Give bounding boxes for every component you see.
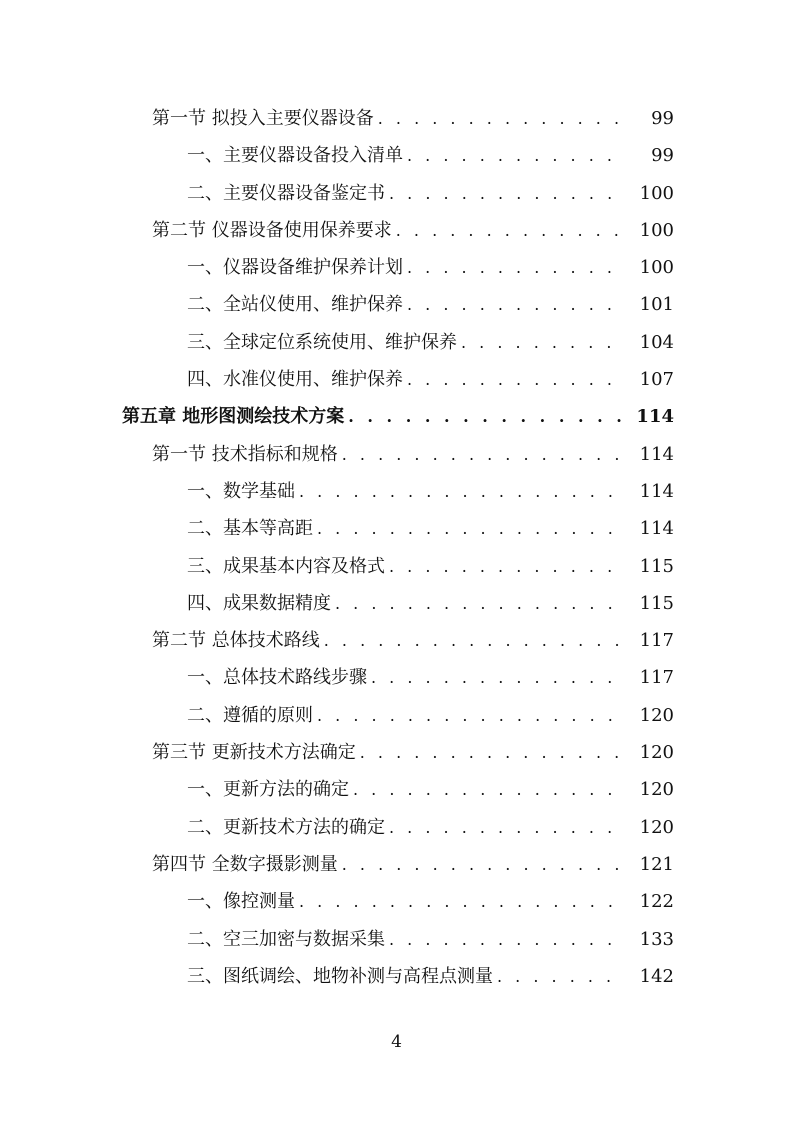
toc-entry-title: 一、主要仪器设备投入清单 [187, 145, 403, 167]
toc-dot-leader [317, 510, 624, 547]
toc-entry-page: 114 [639, 443, 674, 465]
toc-dot-leader [407, 361, 624, 398]
toc-entry-page: 100 [639, 219, 674, 241]
toc-entry[interactable] [0, 361, 793, 398]
toc-entry[interactable] [0, 846, 793, 883]
toc-entry-page: 115 [639, 592, 674, 614]
toc-dot-leader [371, 659, 624, 696]
toc-dot-leader [299, 883, 624, 920]
toc-entry-page: 101 [639, 294, 674, 316]
toc-chapter-entry[interactable] [0, 398, 793, 435]
toc-entry-page: 99 [651, 108, 674, 129]
toc-dot-leader [407, 137, 624, 174]
page-number: 4 [391, 1032, 402, 1052]
toc-entry[interactable] [0, 548, 793, 585]
toc-entry-page: 114 [639, 518, 674, 540]
toc-entry[interactable] [0, 324, 793, 361]
toc-entry[interactable] [0, 883, 793, 920]
toc-entry[interactable] [0, 659, 793, 696]
toc-entry-page: 142 [639, 965, 674, 987]
toc-entry-title: 第一节 拟投入主要仪器设备 [152, 108, 374, 129]
toc-entry-title: 第二节 总体技术路线 [152, 630, 320, 652]
toc-dot-leader [348, 398, 624, 435]
toc-dot-leader [317, 697, 624, 734]
toc-entry[interactable] [0, 921, 793, 958]
toc-dot-leader [335, 585, 624, 622]
toc-entry[interactable] [0, 809, 793, 846]
toc-dot-leader [299, 473, 624, 510]
table-of-contents [0, 100, 793, 995]
toc-entry[interactable] [0, 622, 793, 659]
toc-entry-title: 二、全站仪使用、维护保养 [187, 294, 403, 316]
toc-entry-title: 一、总体技术路线步骤 [187, 667, 367, 689]
toc-dot-leader [342, 846, 624, 883]
toc-entry[interactable] [0, 175, 793, 212]
toc-entry-title: 一、更新方法的确定 [187, 779, 349, 801]
toc-entry-page: 100 [639, 257, 674, 279]
toc-entry-page: 117 [639, 630, 674, 652]
toc-entry[interactable] [0, 212, 793, 249]
toc-entry-title: 第二节 仪器设备使用保养要求 [152, 219, 392, 241]
toc-entry[interactable] [0, 697, 793, 734]
toc-entry[interactable] [0, 473, 793, 510]
toc-entry-page: 121 [639, 853, 674, 875]
toc-entry-page: 120 [639, 779, 674, 801]
toc-entry-title: 一、像控测量 [187, 891, 295, 913]
toc-entry-page: 107 [639, 369, 674, 391]
toc-entry-page: 120 [639, 742, 674, 764]
toc-entry-title: 四、水准仪使用、维护保养 [187, 369, 403, 391]
toc-entry[interactable] [0, 137, 793, 174]
toc-dot-leader [389, 809, 624, 846]
toc-entry-title: 二、更新技术方法的确定 [187, 816, 385, 838]
toc-dot-leader [389, 175, 624, 212]
toc-dot-leader [360, 734, 624, 771]
toc-dot-leader [396, 212, 624, 249]
toc-entry-title: 二、主要仪器设备鉴定书 [187, 182, 385, 204]
toc-entry-title: 第五章 地形图测绘技术方案 [122, 406, 345, 428]
toc-entry[interactable] [0, 734, 793, 771]
toc-entry-page: 104 [639, 331, 674, 353]
toc-dot-leader [389, 921, 624, 958]
toc-entry-title: 二、遵循的原则 [187, 704, 313, 726]
toc-entry-page: 133 [639, 928, 674, 950]
toc-entry-title: 三、成果基本内容及格式 [187, 555, 385, 577]
toc-entry[interactable] [0, 436, 793, 473]
toc-dot-leader [389, 548, 624, 585]
toc-dot-leader [353, 771, 624, 808]
toc-entry-page: 100 [639, 182, 674, 204]
toc-entry[interactable] [0, 771, 793, 808]
toc-dot-leader [497, 958, 624, 995]
toc-entry[interactable] [0, 100, 793, 137]
toc-entry-title: 二、空三加密与数据采集 [187, 928, 385, 950]
toc-entry-page: 99 [651, 145, 674, 167]
toc-entry-title: 二、基本等高距 [187, 518, 313, 540]
toc-dot-leader [324, 622, 624, 659]
toc-entry-title: 第三节 更新技术方法确定 [152, 742, 356, 764]
toc-entry-page: 122 [639, 891, 674, 913]
toc-entry[interactable] [0, 585, 793, 622]
toc-entry-page: 115 [639, 555, 674, 577]
toc-entry-title: 第四节 全数字摄影测量 [152, 853, 338, 875]
toc-entry[interactable] [0, 510, 793, 547]
toc-entry-title: 一、仪器设备维护保养计划 [187, 257, 403, 279]
toc-entry[interactable] [0, 958, 793, 995]
toc-entry-page: 114 [636, 406, 674, 428]
toc-entry-page: 120 [639, 704, 674, 726]
toc-dot-leader [407, 286, 624, 323]
toc-entry-title: 四、成果数据精度 [187, 592, 331, 614]
toc-dot-leader [342, 436, 624, 473]
toc-entry-page: 120 [639, 816, 674, 838]
toc-entry-title: 三、全球定位系统使用、维护保养 [187, 331, 457, 353]
toc-entry-title: 第一节 技术指标和规格 [152, 443, 338, 465]
toc-entry-page: 117 [639, 667, 674, 689]
toc-entry[interactable] [0, 249, 793, 286]
toc-entry[interactable] [0, 286, 793, 323]
toc-entry-page: 114 [639, 480, 674, 502]
toc-dot-leader [407, 249, 624, 286]
toc-entry-title: 一、数学基础 [187, 480, 295, 502]
toc-dot-leader [461, 324, 624, 361]
toc-entry-title: 三、图纸调绘、地物补测与高程点测量 [187, 965, 493, 987]
toc-dot-leader [378, 100, 624, 137]
